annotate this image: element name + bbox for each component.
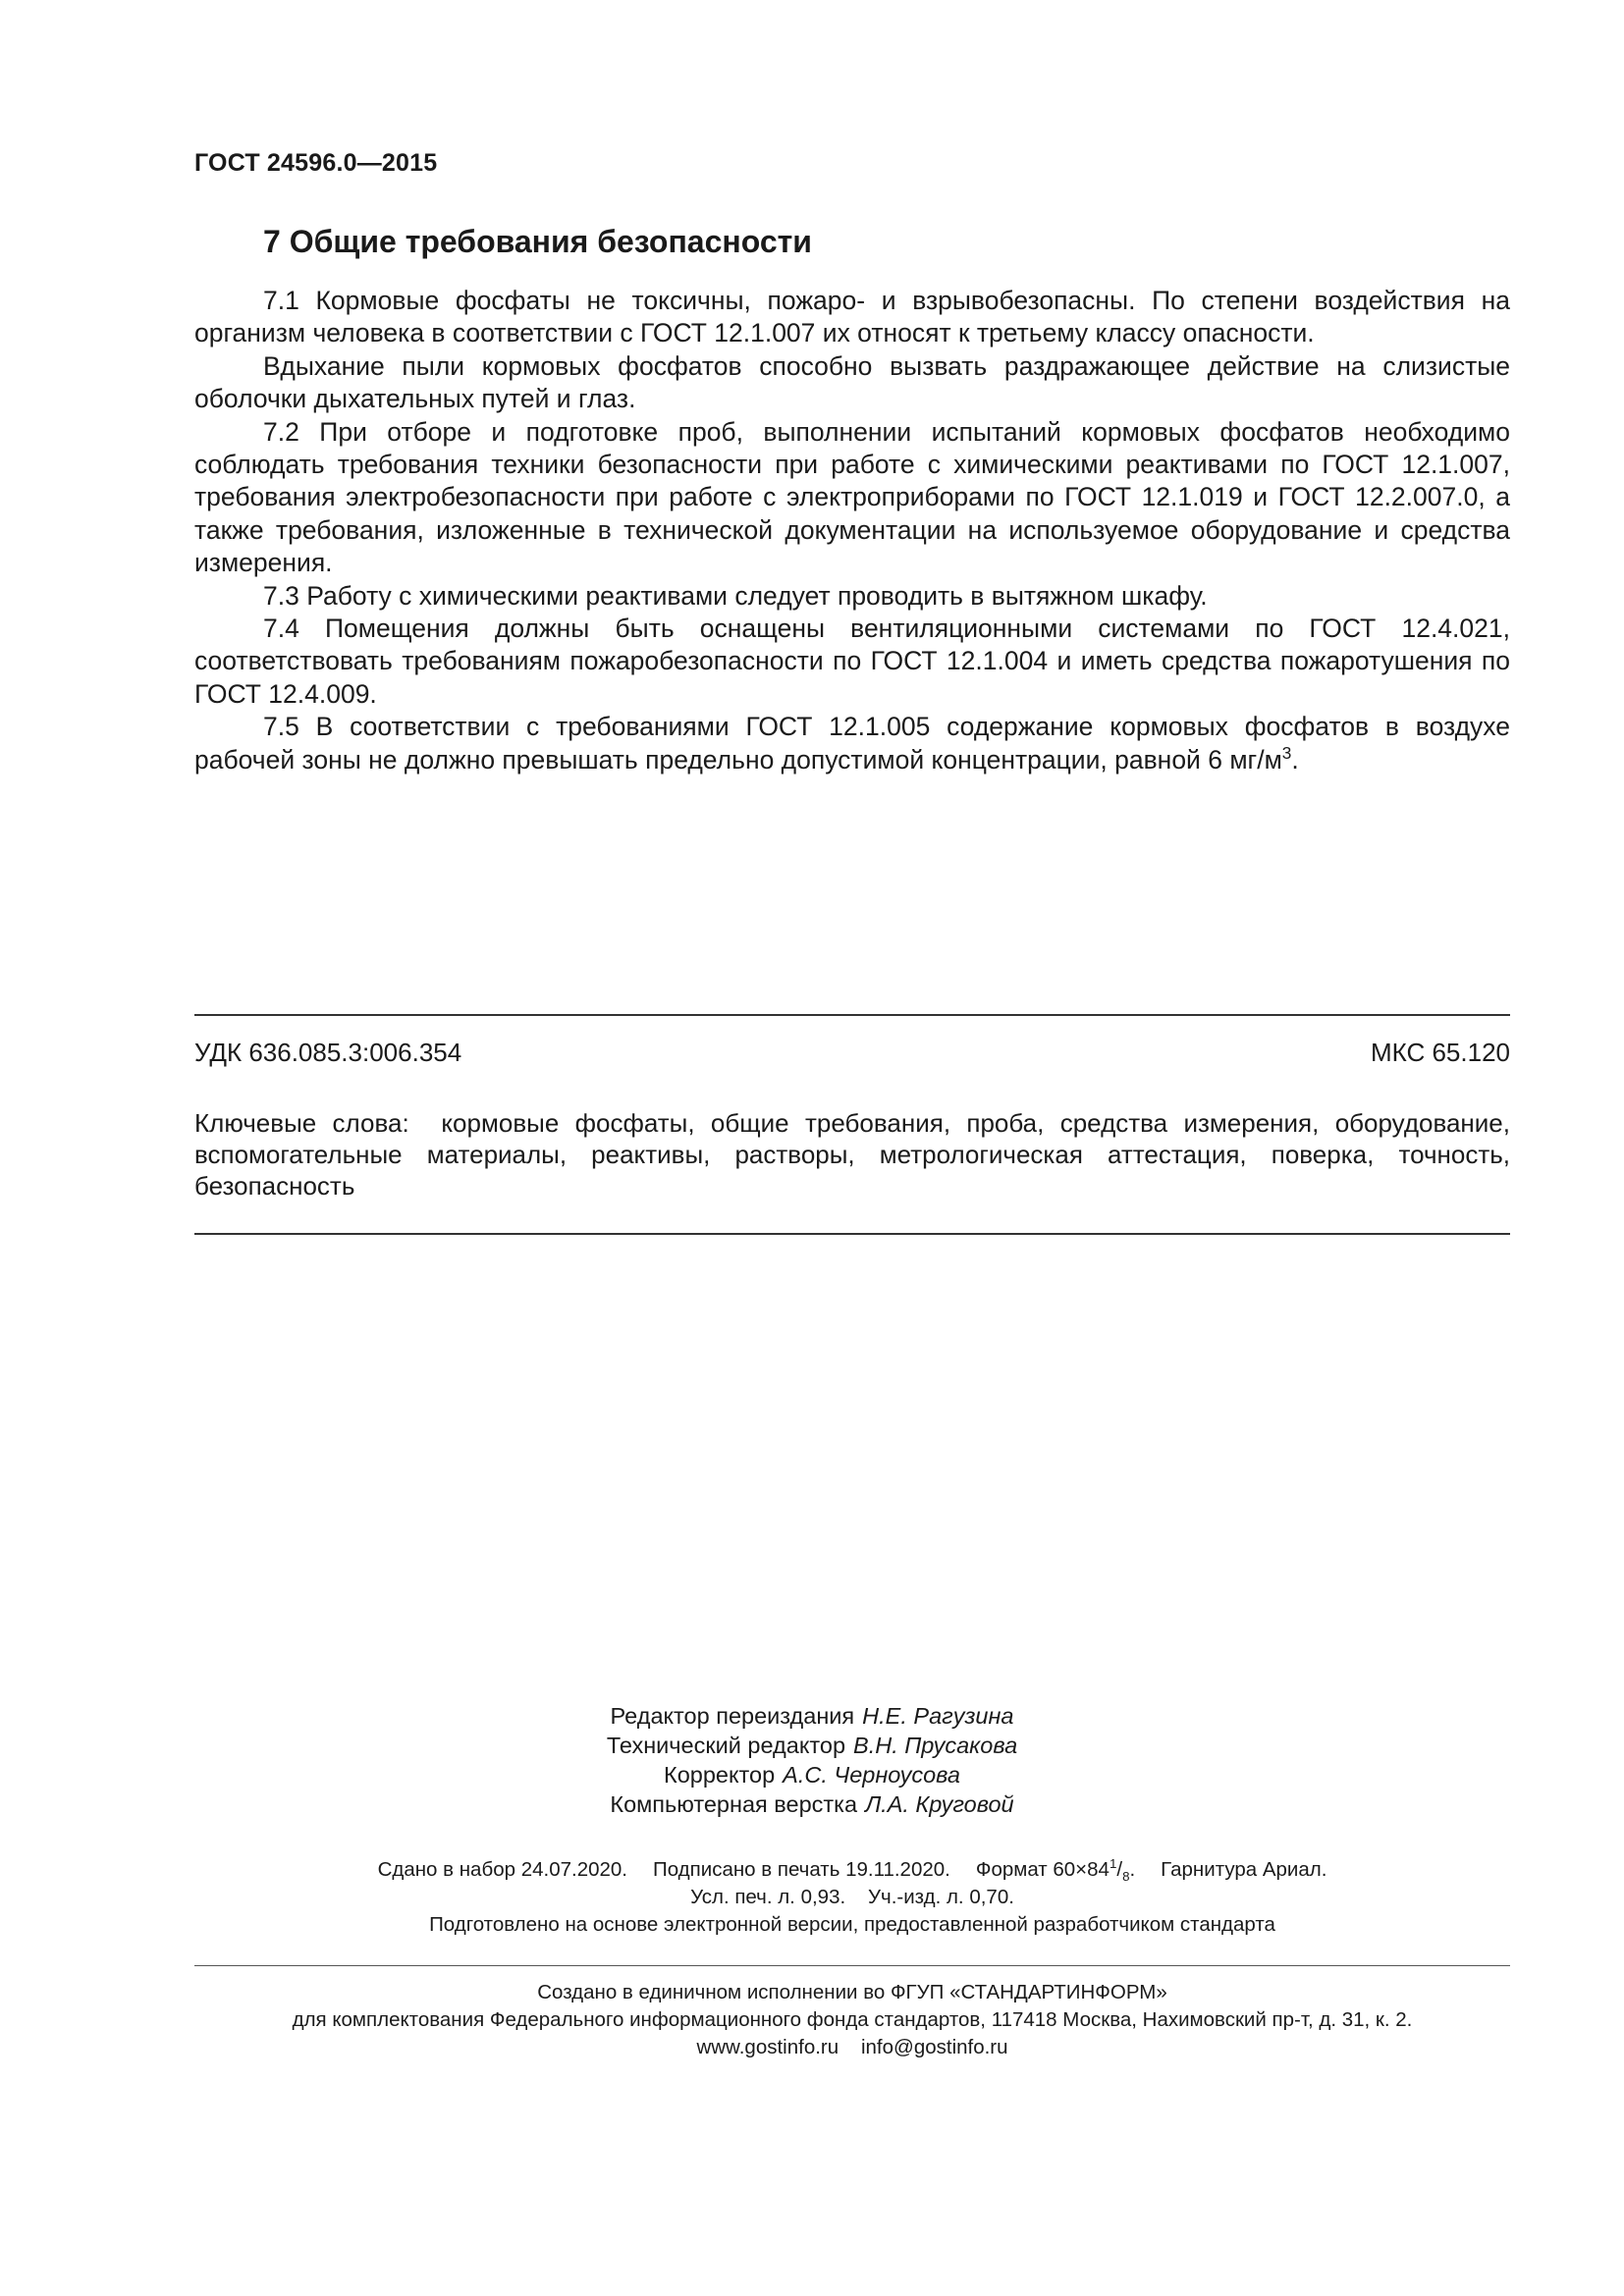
- format-denominator: 8: [1122, 1869, 1130, 1885]
- website-link[interactable]: www.gostinfo.ru: [696, 2036, 839, 2058]
- keywords-label: Ключевые слова:: [194, 1108, 409, 1138]
- submitted-date: Сдано в набор 24.07.2020.: [377, 1858, 627, 1881]
- credit-role: Корректор: [664, 1762, 776, 1788]
- footer-line-2: для комплектования Федерального информационного фонда стандартов, 117418 Москва, Нахимовский пр-т, д. 31, к. 2.: [292, 2008, 1413, 2031]
- credit-role: Редактор переиздания: [610, 1703, 855, 1729]
- keywords-block: [194, 1107, 1510, 1201]
- divider-bottom: [194, 1233, 1510, 1235]
- paper-format: [975, 1856, 1136, 1885]
- print-info-line-1: [194, 1856, 1510, 1884]
- divider-top: [194, 1014, 1510, 1016]
- publisher-sheets: Уч.-изд. л. 0,70.: [867, 1886, 1014, 1908]
- document-code: ГОСТ 24596.0—2015: [194, 149, 438, 177]
- format-end: .: [1129, 1858, 1136, 1881]
- footer-line-1: Создано в единичном исполнении во ФГУП «СТАНДАРТИНФОРМ»: [537, 1981, 1167, 2003]
- credit-name: Н.Е. Рагузина: [862, 1703, 1014, 1729]
- paragraph-7-5: [194, 711, 1510, 776]
- email-link[interactable]: info@gostinfo.ru: [860, 2036, 1008, 2058]
- footer-contacts: [194, 2034, 1510, 2061]
- credits-block: [0, 1701, 1624, 1819]
- cubic-superscript: 3: [1281, 742, 1292, 763]
- credit-name: Л.А. Круговой: [865, 1791, 1014, 1817]
- udk-code: УДК 636.085.3:006.354: [194, 1038, 462, 1067]
- format-prefix: Формат 60×84: [975, 1858, 1110, 1881]
- paragraph-7-1: 7.1 Кормовые фосфаты не токсичны, пожаро- и взрывобезопасны. По степени воздействия на организм человека в соответствии с ГОСТ 12.1.007 их относят к третьему классу опасности.: [194, 286, 1510, 348]
- credit-row: [0, 1731, 1624, 1760]
- print-info-line-2: [194, 1884, 1510, 1911]
- divider-footer: [194, 1965, 1510, 1966]
- credit-name: А.С. Черноусова: [783, 1762, 960, 1788]
- credit-role: Технический редактор: [606, 1733, 846, 1758]
- format-slash: /: [1116, 1858, 1123, 1881]
- paragraph-7-5-end: .: [1291, 744, 1299, 774]
- paragraph-7-2: 7.2 При отборе и подготовке проб, выполнении испытаний кормовых фосфатов необходимо соблюдать требования техники безопасности при работе с химическими реактивами по ГОСТ 12.1.007, требования электробезопасности при работе с электроприборами по ГОСТ 12.1.019 и ГОСТ 12.2.007.0, а также требования, изложенные в технической документации на используемое оборудование и средства измерения.: [194, 416, 1510, 578]
- format-numerator: 1: [1109, 1856, 1117, 1872]
- credit-row: [0, 1701, 1624, 1731]
- classification-row: [194, 1038, 1510, 1068]
- credit-row: [0, 1760, 1624, 1789]
- footer-block: [194, 1979, 1510, 2061]
- credit-role: Компьютерная верстка: [610, 1791, 858, 1817]
- print-info-block: [194, 1856, 1510, 1939]
- signed-date: Подписано в печать 19.11.2020.: [653, 1858, 950, 1881]
- paragraph-inhalation: Вдыхание пыли кормовых фосфатов способно вызвать раздражающее действие на слизистые оболочки дыхательных путей и глаз.: [194, 350, 1510, 414]
- section-body: [194, 285, 1510, 776]
- paragraph-7-4: 7.4 Помещения должны быть оснащены вентиляционными системами по ГОСТ 12.4.021, соответствовать требованиям пожаробезопасности по ГОСТ 12.1.004 и иметь средства пожаротушения по ГОСТ 12.4.009.: [194, 614, 1510, 709]
- credit-row: [0, 1789, 1624, 1819]
- paragraph-7-5-text: 7.5 В соответствии с требованиями ГОСТ 12.1.005 содержание кормовых фосфатов в воздухе рабочей зоны не должно превышать предельно допустимой концентрации, равной 6 мг/м: [194, 712, 1510, 774]
- keywords-text: кормовые фосфаты, общие требования, проба, средства измерения, оборудование, вспомогательные материалы, реактивы, растворы, метрологическая аттестация, поверка, точность, безопасность: [194, 1108, 1510, 1201]
- mks-code: МКС 65.120: [1370, 1038, 1510, 1067]
- credit-name: В.Н. Прусакова: [853, 1733, 1018, 1758]
- typeface: Гарнитура Ариал.: [1161, 1858, 1327, 1881]
- section-title: 7 Общие требования безопасности: [263, 224, 812, 259]
- print-sheets: Усл. печ. л. 0,93.: [690, 1886, 846, 1908]
- prepared-note: Подготовлено на основе электронной версии, предоставленной разработчиком стандарта: [429, 1913, 1275, 1936]
- paragraph-7-3: 7.3 Работу с химическими реактивами следует проводить в вытяжном шкафу.: [263, 580, 1208, 611]
